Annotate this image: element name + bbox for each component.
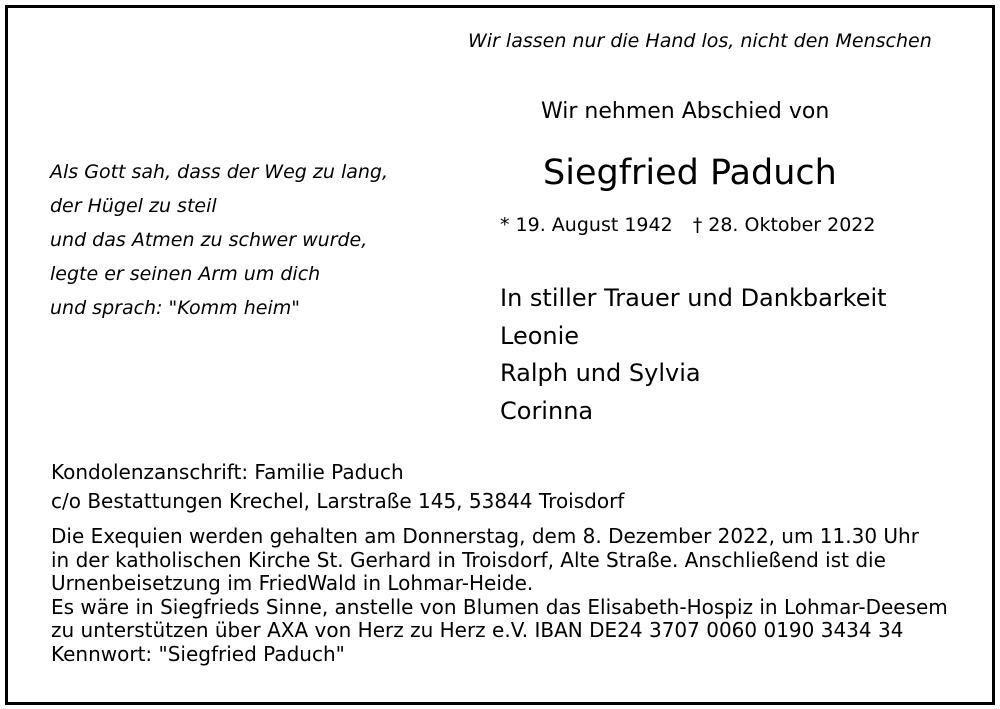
motto-text: Wir lassen nur die Hand los, nicht den Menschen [468, 30, 932, 52]
deceased-name: Siegfried Paduch [543, 153, 837, 193]
poem [50, 162, 388, 332]
poem-line: und das Atmen zu schwer wurde, [50, 229, 368, 251]
poem-line: und sprach: "Komm heim" [50, 297, 300, 319]
poem-line: Als Gott sah, dass der Weg zu lang, [50, 161, 389, 183]
details-line: Die Exequien werden gehalten am Donnerstag, dem 8. Dezember 2022, um 11.30 Uhr [51, 524, 919, 548]
condolence-address [51, 461, 624, 519]
service-details [51, 525, 948, 667]
farewell-heading: Wir nehmen Abschied von [541, 99, 830, 124]
life-dates [500, 216, 875, 235]
mourners-list [500, 285, 887, 435]
details-line: Es wäre in Siegfrieds Sinne, anstelle von Blumen das Elisabeth-Hospiz in Lohmar-Deesem [51, 594, 948, 619]
poem-line: der Hügel zu steil [50, 195, 217, 217]
address-line: Kondolenzanschrift: Familie Paduch [51, 460, 404, 484]
mourners-intro: In stiller Trauer und Dankbarkeit [500, 284, 887, 312]
details-line: zu unterstützen über AXA von Herz zu Herz e.V. IBAN DE24 3707 0060 0190 3434 34 [51, 618, 904, 643]
address-line: c/o Bestattungen Krechel, Larstraße 145, 53844 Troisdorf [51, 489, 625, 513]
details-line: Kennwort: "Siegfried Paduch" [51, 641, 345, 666]
mourner-name: Leonie [500, 321, 580, 350]
poem-line: legte er seinen Arm um dich [50, 263, 321, 285]
details-line: in der katholischen Kirche St. Gerhard in Troisdorf, Alte Straße. Anschließend ist die [51, 547, 886, 572]
mourner-name: Corinna [500, 396, 594, 425]
mourner-name: Ralph und Sylvia [500, 359, 701, 387]
birth-date: * 19. August 1942 [500, 214, 673, 236]
details-line: Urnenbeisetzung im FriedWald in Lohmar-Heide. [51, 571, 534, 596]
death-date: † 28. Oktober 2022 [692, 214, 876, 236]
